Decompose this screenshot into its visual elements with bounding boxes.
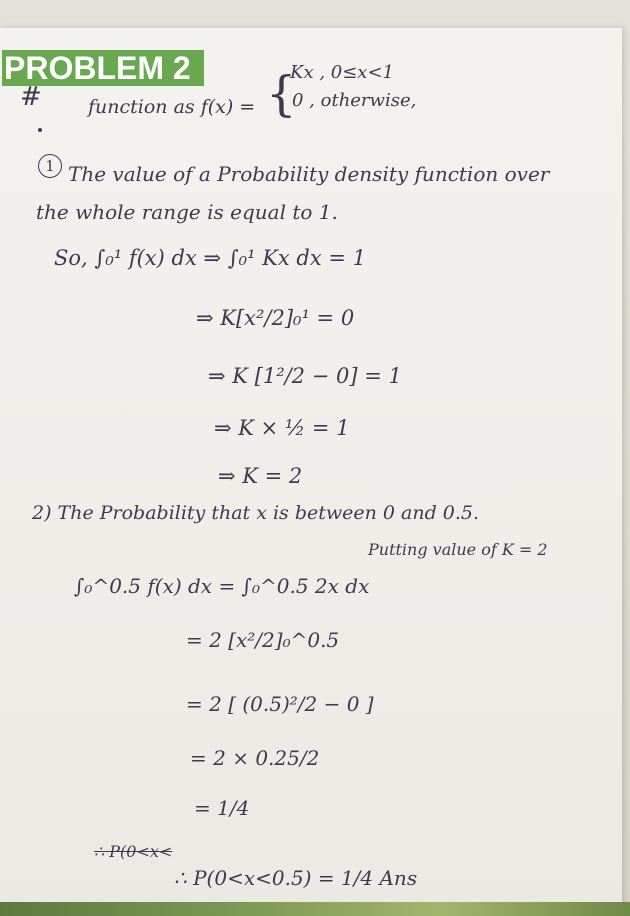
function-label: function as f(x) = xyxy=(88,96,256,118)
case-one: Kx , 0≤x<1 xyxy=(290,62,394,83)
part-one-line-two: the whole range is equal to 1. xyxy=(36,200,338,224)
bullet-dot xyxy=(38,128,42,132)
step-three: ⇒ K × ½ = 1 xyxy=(214,416,350,440)
part-two-step-three: = 2 × 0.25/2 xyxy=(190,746,320,770)
part-one-number: 1 xyxy=(38,154,62,178)
part-two-step-two: = 2 [ (0.5)²/2 − 0 ] xyxy=(186,692,374,716)
table-surface xyxy=(0,902,630,916)
step-two: ⇒ K [1²/2 − 0] = 1 xyxy=(208,364,402,388)
problem-title: PROBLEM 2 xyxy=(2,50,204,86)
brace-icon: { xyxy=(266,66,297,122)
part-two-step-four: = 1/4 xyxy=(194,796,250,820)
part-two-integral: ∫₀^0.5 f(x) dx = ∫₀^0.5 2x dx xyxy=(74,574,370,598)
integral-statement: So, ∫₀¹ f(x) dx ⇒ ∫₀¹ Kx dx = 1 xyxy=(54,246,366,270)
step-one: ⇒ K[x²/2]₀¹ = 0 xyxy=(196,306,355,330)
part-two-heading: 2) The Probability that x is between 0 and 0.5. xyxy=(32,502,480,524)
case-two: 0 , otherwise, xyxy=(292,90,417,111)
struck-out-text: ∴ P(0<x< xyxy=(94,842,173,861)
part-one-line-one: The value of a Probability density function over xyxy=(68,162,550,186)
final-answer: ∴ P(0<x<0.5) = 1/4 Ans xyxy=(174,866,418,890)
step-four: ⇒ K = 2 xyxy=(218,464,303,488)
part-two-step-one: = 2 [x²/2]₀^0.5 xyxy=(186,628,340,652)
putting-value-note: Putting value of K = 2 xyxy=(368,540,548,559)
hash-mark: # xyxy=(20,82,42,112)
